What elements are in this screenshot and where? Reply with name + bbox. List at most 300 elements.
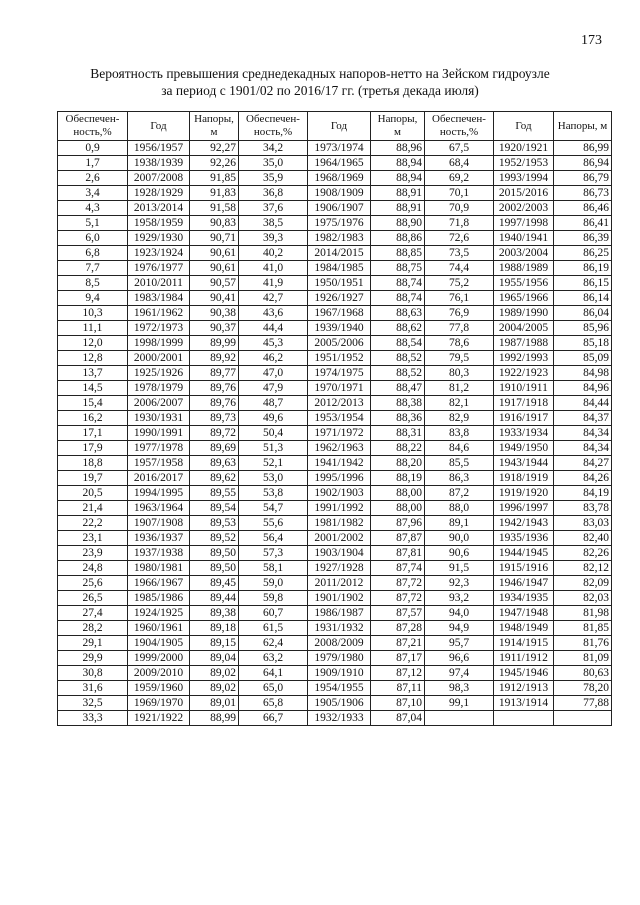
head-cell: 87,21 <box>371 636 425 651</box>
table-row <box>58 501 612 516</box>
head-cell: 89,76 <box>190 396 239 411</box>
year-cell: 1933/1934 <box>494 426 554 441</box>
year-cell: 1994/1995 <box>128 486 190 501</box>
year-cell: 1947/1948 <box>494 606 554 621</box>
year-cell: 1939/1940 <box>308 321 371 336</box>
table-row <box>58 336 612 351</box>
probability-cell: 85,5 <box>425 456 494 471</box>
probability-cell: 17,1 <box>58 426 128 441</box>
year-cell: 1956/1957 <box>128 141 190 156</box>
year-cell: 1923/1924 <box>128 246 190 261</box>
year-cell: 2000/2001 <box>128 351 190 366</box>
table-row <box>58 621 612 636</box>
head-cell: 81,09 <box>554 651 612 666</box>
table-row <box>58 546 612 561</box>
year-cell: 1950/1951 <box>308 276 371 291</box>
table-row <box>58 666 612 681</box>
head-cell: 88,52 <box>371 366 425 381</box>
probability-cell: 10,3 <box>58 306 128 321</box>
probability-cell: 52,1 <box>239 456 308 471</box>
probability-cell: 53,8 <box>239 486 308 501</box>
probability-cell: 61,5 <box>239 621 308 636</box>
probability-cell: 32,5 <box>58 696 128 711</box>
probability-cell: 86,3 <box>425 471 494 486</box>
head-cell: 82,03 <box>554 591 612 606</box>
year-cell: 1993/1994 <box>494 171 554 186</box>
probability-cell: 59,8 <box>239 591 308 606</box>
year-cell: 1922/1923 <box>494 366 554 381</box>
head-cell: 88,74 <box>371 291 425 306</box>
probability-cell: 20,5 <box>58 486 128 501</box>
probability-cell: 6,0 <box>58 231 128 246</box>
head-cell: 84,34 <box>554 426 612 441</box>
head-cell: 88,96 <box>371 141 425 156</box>
probability-cell: 81,2 <box>425 381 494 396</box>
year-cell: 1988/1989 <box>494 261 554 276</box>
table-row <box>58 171 612 186</box>
year-cell: 1967/1968 <box>308 306 371 321</box>
head-cell: 86,14 <box>554 291 612 306</box>
probability-cell: 92,3 <box>425 576 494 591</box>
year-cell: 1909/1910 <box>308 666 371 681</box>
table-row <box>58 441 612 456</box>
head-cell: 90,83 <box>190 216 239 231</box>
head-cell: 87,96 <box>371 516 425 531</box>
head-cell: 90,57 <box>190 276 239 291</box>
year-cell: 1980/1981 <box>128 561 190 576</box>
year-cell: 2009/2010 <box>128 666 190 681</box>
header-probability: Обеспечен-ность,% <box>58 112 128 141</box>
year-cell: 1955/1956 <box>494 276 554 291</box>
year-cell: 2003/2004 <box>494 246 554 261</box>
head-cell: 89,55 <box>190 486 239 501</box>
probability-cell: 17,9 <box>58 441 128 456</box>
year-cell: 1972/1973 <box>128 321 190 336</box>
probability-cell: 56,4 <box>239 531 308 546</box>
probability-cell: 6,8 <box>58 246 128 261</box>
year-cell: 1949/1950 <box>494 441 554 456</box>
year-cell: 1916/1917 <box>494 411 554 426</box>
probability-cell: 53,0 <box>239 471 308 486</box>
head-cell: 88,91 <box>371 186 425 201</box>
probability-cell: 29,9 <box>58 651 128 666</box>
year-cell: 1941/1942 <box>308 456 371 471</box>
head-cell: 85,96 <box>554 321 612 336</box>
year-cell: 1914/1915 <box>494 636 554 651</box>
year-cell: 2016/2017 <box>128 471 190 486</box>
year-cell: 1932/1933 <box>308 711 371 726</box>
probability-cell: 8,5 <box>58 276 128 291</box>
year-cell: 1917/1918 <box>494 396 554 411</box>
head-cell: 86,39 <box>554 231 612 246</box>
probability-cell: 47,0 <box>239 366 308 381</box>
probability-cell: 54,7 <box>239 501 308 516</box>
probability-cell: 0,9 <box>58 141 128 156</box>
year-cell: 1996/1997 <box>494 501 554 516</box>
title-line-1: Вероятность превышения среднедекадных напоров-нетто на Зейском гидроузле <box>90 66 550 81</box>
year-cell: 1992/1993 <box>494 351 554 366</box>
year-cell: 1905/1906 <box>308 696 371 711</box>
year-cell: 1997/1998 <box>494 216 554 231</box>
probability-cell: 21,4 <box>58 501 128 516</box>
head-cell: 86,04 <box>554 306 612 321</box>
probability-cell: 33,3 <box>58 711 128 726</box>
probability-cell: 76,1 <box>425 291 494 306</box>
year-cell: 1969/1970 <box>128 696 190 711</box>
year-cell: 1930/1931 <box>128 411 190 426</box>
year-cell: 1989/1990 <box>494 306 554 321</box>
year-cell: 1960/1961 <box>128 621 190 636</box>
head-cell: 89,18 <box>190 621 239 636</box>
probability-cell: 36,8 <box>239 186 308 201</box>
probability-cell: 65,8 <box>239 696 308 711</box>
table-row <box>58 366 612 381</box>
head-cell: 82,12 <box>554 561 612 576</box>
head-cell: 89,73 <box>190 411 239 426</box>
head-cell: 88,38 <box>371 396 425 411</box>
head-cell: 88,62 <box>371 321 425 336</box>
year-cell: 1995/1996 <box>308 471 371 486</box>
table-row <box>58 351 612 366</box>
head-cell: 87,12 <box>371 666 425 681</box>
probability-cell: 69,2 <box>425 171 494 186</box>
probability-cell: 55,6 <box>239 516 308 531</box>
head-cell: 87,72 <box>371 576 425 591</box>
probability-cell: 12,0 <box>58 336 128 351</box>
document-title <box>0 65 640 99</box>
head-cell: 86,94 <box>554 156 612 171</box>
probability-cell: 90,0 <box>425 531 494 546</box>
head-cell: 89,44 <box>190 591 239 606</box>
table-row <box>58 291 612 306</box>
probability-cell: 18,8 <box>58 456 128 471</box>
year-cell: 1918/1919 <box>494 471 554 486</box>
probability-cell: 12,8 <box>58 351 128 366</box>
year-cell: 1937/1938 <box>128 546 190 561</box>
year-cell: 1991/1992 <box>308 501 371 516</box>
page-number: 173 <box>581 33 602 48</box>
probability-cell: 66,7 <box>239 711 308 726</box>
head-cell: 89,01 <box>190 696 239 711</box>
probability-cell: 84,6 <box>425 441 494 456</box>
head-cell: 87,72 <box>371 591 425 606</box>
probability-cell: 65,0 <box>239 681 308 696</box>
head-cell: 83,78 <box>554 501 612 516</box>
probability-cell: 98,3 <box>425 681 494 696</box>
year-cell: 1948/1949 <box>494 621 554 636</box>
probability-cell: 63,2 <box>239 651 308 666</box>
head-cell: 88,63 <box>371 306 425 321</box>
probability-cell: 23,9 <box>58 546 128 561</box>
head-cell: 80,63 <box>554 666 612 681</box>
table-row <box>58 306 612 321</box>
head-cell: 86,41 <box>554 216 612 231</box>
year-cell: 1927/1928 <box>308 561 371 576</box>
year-cell: 1925/1926 <box>128 366 190 381</box>
year-cell: 1982/1983 <box>308 231 371 246</box>
probability-cell: 4,3 <box>58 201 128 216</box>
year-cell: 2005/2006 <box>308 336 371 351</box>
year-cell: 1976/1977 <box>128 261 190 276</box>
year-cell: 1966/1967 <box>128 576 190 591</box>
table-row <box>58 216 612 231</box>
year-cell: 2015/2016 <box>494 186 554 201</box>
table-row <box>58 141 612 156</box>
year-cell: 1928/1929 <box>128 186 190 201</box>
table-row <box>58 486 612 501</box>
probability-cell: 73,5 <box>425 246 494 261</box>
probability-cell: 59,0 <box>239 576 308 591</box>
table-row <box>58 186 612 201</box>
year-cell: 1970/1971 <box>308 381 371 396</box>
head-cell: 89,69 <box>190 441 239 456</box>
table-row <box>58 711 612 726</box>
table-row <box>58 561 612 576</box>
probability-cell: 64,1 <box>239 666 308 681</box>
table-header-row <box>58 112 612 141</box>
probability-cell: 13,7 <box>58 366 128 381</box>
header-head: Напоры, м <box>554 112 612 141</box>
year-cell: 1912/1913 <box>494 681 554 696</box>
year-cell: 2013/2014 <box>128 201 190 216</box>
year-cell: 1943/1944 <box>494 456 554 471</box>
probability-cell: 1,7 <box>58 156 128 171</box>
head-cell: 88,54 <box>371 336 425 351</box>
probability-cell: 48,7 <box>239 396 308 411</box>
year-cell: 1952/1953 <box>494 156 554 171</box>
probability-cell: 46,2 <box>239 351 308 366</box>
table-row <box>58 456 612 471</box>
head-cell: 88,36 <box>371 411 425 426</box>
year-cell: 1981/1982 <box>308 516 371 531</box>
head-cell: 84,27 <box>554 456 612 471</box>
year-cell: 1983/1984 <box>128 291 190 306</box>
probability-cell: 99,1 <box>425 696 494 711</box>
probability-cell: 7,7 <box>58 261 128 276</box>
head-cell: 92,26 <box>190 156 239 171</box>
probability-cell: 76,9 <box>425 306 494 321</box>
year-cell: 1921/1922 <box>128 711 190 726</box>
head-cell: 84,98 <box>554 366 612 381</box>
year-cell: 1926/1927 <box>308 291 371 306</box>
head-cell: 89,50 <box>190 561 239 576</box>
table-row <box>58 591 612 606</box>
year-cell: 1973/1974 <box>308 141 371 156</box>
probability-cell: 30,8 <box>58 666 128 681</box>
year-cell: 1903/1904 <box>308 546 371 561</box>
year-cell: 1958/1959 <box>128 216 190 231</box>
head-cell: 89,02 <box>190 666 239 681</box>
probability-cell: 37,6 <box>239 201 308 216</box>
year-cell: 1979/1980 <box>308 651 371 666</box>
head-cell: 84,34 <box>554 441 612 456</box>
probability-cell: 5,1 <box>58 216 128 231</box>
year-cell: 1974/1975 <box>308 366 371 381</box>
probability-cell: 40,2 <box>239 246 308 261</box>
year-cell: 2001/2002 <box>308 531 371 546</box>
year-cell: 1910/1911 <box>494 381 554 396</box>
head-cell: 91,83 <box>190 186 239 201</box>
table-row <box>58 261 612 276</box>
head-cell: 88,47 <box>371 381 425 396</box>
probability-cell: 51,3 <box>239 441 308 456</box>
head-cell: 86,25 <box>554 246 612 261</box>
head-cell: 89,76 <box>190 381 239 396</box>
head-cell: 89,77 <box>190 366 239 381</box>
year-cell: 2006/2007 <box>128 396 190 411</box>
head-cell: 84,96 <box>554 381 612 396</box>
probability-cell: 70,1 <box>425 186 494 201</box>
year-cell: 1902/1903 <box>308 486 371 501</box>
header-year: Год <box>308 112 371 141</box>
year-cell: 1913/1914 <box>494 696 554 711</box>
year-cell: 1962/1963 <box>308 441 371 456</box>
probability-cell: 43,6 <box>239 306 308 321</box>
probability-cell: 3,4 <box>58 186 128 201</box>
head-cell: 84,19 <box>554 486 612 501</box>
year-cell: 2011/2012 <box>308 576 371 591</box>
year-cell: 1998/1999 <box>128 336 190 351</box>
probability-table <box>57 111 612 726</box>
table-body <box>58 141 612 726</box>
year-cell: 1963/1964 <box>128 501 190 516</box>
probability-cell: 38,5 <box>239 216 308 231</box>
head-cell: 90,38 <box>190 306 239 321</box>
probability-cell: 93,2 <box>425 591 494 606</box>
head-cell: 89,02 <box>190 681 239 696</box>
head-cell <box>554 711 612 726</box>
probability-cell: 96,6 <box>425 651 494 666</box>
head-cell: 91,58 <box>190 201 239 216</box>
probability-cell: 67,5 <box>425 141 494 156</box>
head-cell: 81,85 <box>554 621 612 636</box>
year-cell: 1951/1952 <box>308 351 371 366</box>
probability-cell: 39,3 <box>239 231 308 246</box>
head-cell: 84,26 <box>554 471 612 486</box>
head-cell: 88,90 <box>371 216 425 231</box>
probability-cell: 44,4 <box>239 321 308 336</box>
probability-cell: 71,8 <box>425 216 494 231</box>
head-cell: 89,92 <box>190 351 239 366</box>
probability-cell: 50,4 <box>239 426 308 441</box>
probability-cell: 49,6 <box>239 411 308 426</box>
head-cell: 90,71 <box>190 231 239 246</box>
year-cell: 1919/1920 <box>494 486 554 501</box>
probability-cell: 94,0 <box>425 606 494 621</box>
head-cell: 88,91 <box>371 201 425 216</box>
table-row <box>58 381 612 396</box>
probability-cell: 89,1 <box>425 516 494 531</box>
head-cell: 82,26 <box>554 546 612 561</box>
head-cell: 81,76 <box>554 636 612 651</box>
head-cell: 81,98 <box>554 606 612 621</box>
table-row <box>58 576 612 591</box>
year-cell: 1915/1916 <box>494 561 554 576</box>
year-cell: 1938/1939 <box>128 156 190 171</box>
probability-cell: 97,4 <box>425 666 494 681</box>
head-cell: 88,52 <box>371 351 425 366</box>
probability-cell: 22,2 <box>58 516 128 531</box>
table-row <box>58 636 612 651</box>
year-cell: 2007/2008 <box>128 171 190 186</box>
head-cell: 87,04 <box>371 711 425 726</box>
probability-cell: 11,1 <box>58 321 128 336</box>
head-cell: 89,52 <box>190 531 239 546</box>
year-cell: 1977/1978 <box>128 441 190 456</box>
table-row <box>58 471 612 486</box>
head-cell: 87,87 <box>371 531 425 546</box>
table-row <box>58 396 612 411</box>
probability-cell: 82,1 <box>425 396 494 411</box>
year-cell: 2012/2013 <box>308 396 371 411</box>
head-cell: 88,22 <box>371 441 425 456</box>
head-cell: 87,57 <box>371 606 425 621</box>
probability-cell: 47,9 <box>239 381 308 396</box>
year-cell: 2014/2015 <box>308 246 371 261</box>
year-cell: 1935/1936 <box>494 531 554 546</box>
head-cell: 89,53 <box>190 516 239 531</box>
probability-cell: 25,6 <box>58 576 128 591</box>
probability-cell: 88,0 <box>425 501 494 516</box>
head-cell: 88,00 <box>371 486 425 501</box>
year-cell: 1978/1979 <box>128 381 190 396</box>
head-cell: 86,73 <box>554 186 612 201</box>
head-cell: 83,03 <box>554 516 612 531</box>
year-cell: 1904/1905 <box>128 636 190 651</box>
head-cell: 82,09 <box>554 576 612 591</box>
probability-cell: 87,2 <box>425 486 494 501</box>
year-cell: 1971/1972 <box>308 426 371 441</box>
probability-cell: 80,3 <box>425 366 494 381</box>
head-cell: 85,18 <box>554 336 612 351</box>
table-row <box>58 411 612 426</box>
probability-cell: 60,7 <box>239 606 308 621</box>
table-row <box>58 681 612 696</box>
year-cell: 1945/1946 <box>494 666 554 681</box>
table-row <box>58 696 612 711</box>
head-cell: 86,19 <box>554 261 612 276</box>
head-cell: 88,86 <box>371 231 425 246</box>
probability-cell: 75,2 <box>425 276 494 291</box>
probability-cell: 62,4 <box>239 636 308 651</box>
probability-cell: 15,4 <box>58 396 128 411</box>
year-cell: 1940/1941 <box>494 231 554 246</box>
year-cell: 1990/1991 <box>128 426 190 441</box>
year-cell: 1999/2000 <box>128 651 190 666</box>
head-cell: 88,00 <box>371 501 425 516</box>
head-cell: 85,09 <box>554 351 612 366</box>
head-cell: 88,99 <box>190 711 239 726</box>
year-cell: 1924/1925 <box>128 606 190 621</box>
head-cell: 87,17 <box>371 651 425 666</box>
probability-cell: 2,6 <box>58 171 128 186</box>
head-cell: 78,20 <box>554 681 612 696</box>
probability-cell: 45,3 <box>239 336 308 351</box>
head-cell: 90,61 <box>190 246 239 261</box>
head-cell: 92,27 <box>190 141 239 156</box>
header-year: Год <box>128 112 190 141</box>
table-row <box>58 276 612 291</box>
probability-cell: 74,4 <box>425 261 494 276</box>
probability-cell: 42,7 <box>239 291 308 306</box>
probability-cell: 31,6 <box>58 681 128 696</box>
head-cell: 77,88 <box>554 696 612 711</box>
year-cell: 1946/1947 <box>494 576 554 591</box>
probability-cell: 58,1 <box>239 561 308 576</box>
title-line-2: за период с 1901/02 по 2016/17 гг. (третья декада июля) <box>161 83 479 98</box>
probability-cell: 23,1 <box>58 531 128 546</box>
probability-cell: 70,9 <box>425 201 494 216</box>
